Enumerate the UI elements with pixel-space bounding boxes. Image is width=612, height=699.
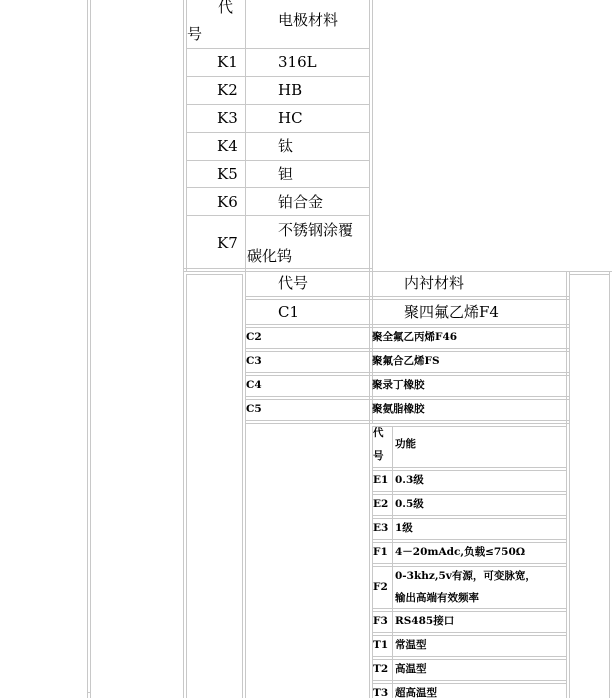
function-text: 0.3级 [395,474,424,486]
electrode-header-code-line2: 号 [187,25,203,43]
function-header-code-line2: 号 [373,450,384,462]
function-code: E2 [373,498,389,510]
electrode-material: 钛 [278,137,294,155]
electrode-material: HB [278,81,303,99]
lining-code: C1 [278,303,300,321]
electrode-code: K3 [217,109,238,127]
electrode-material-line1: 不锈钢涂覆 [278,221,354,239]
function-header-code-line1: 代 [373,427,384,439]
lining-code: C5 [246,403,262,415]
outer-frame-line [90,0,91,698]
lining-material: 聚全氟乙丙烯F46 [372,331,458,343]
function-code: F1 [373,546,388,558]
electrode-material-line2: 碳化钨 [247,247,293,265]
outer-frame-line [88,692,91,693]
electrode-material: 316L [278,53,317,71]
function-code: T3 [373,687,389,699]
electrode-code: K4 [217,137,238,155]
electrode-code: K1 [217,53,238,71]
function-code: F2 [373,581,388,593]
lining-material: 聚录丁橡胶 [372,379,425,391]
electrode-material: 钽 [278,165,294,183]
electrode-material: HC [278,109,303,127]
lining-code: C2 [246,331,262,343]
function-text: 4－20mAdc,负载≤750Ω [395,546,526,558]
function-text-line2: 输出高端有效频率 [395,592,479,604]
function-text: 常温型 [395,639,427,651]
function-code: T1 [373,639,389,651]
lining-header-code: 代号 [278,274,309,292]
function-code: T2 [373,663,389,675]
electrode-material: 铂合金 [278,193,324,211]
electrode-code: K7 [217,234,238,252]
electrode-code: K5 [217,165,238,183]
function-code: E3 [373,522,389,534]
outer-frame-line [87,0,88,698]
function-text: 高温型 [395,663,427,675]
function-code: E1 [373,474,389,486]
lining-material: 聚四氟乙烯F4 [404,303,499,321]
function-text: 1级 [395,522,413,534]
electrode-code: K2 [217,81,238,99]
lining-material: 聚氟合乙烯FS [372,355,440,367]
function-text: RS485接口 [395,615,455,627]
lining-material: 聚氨脂橡胶 [372,403,425,415]
electrode-header-material: 电极材料 [278,11,339,29]
lining-header-material: 内衬材料 [404,274,465,292]
function-text-line1: 0-3khz,5v有源，可变脉宽， [395,570,536,582]
function-header-function: 功能 [395,438,416,450]
function-code: F3 [373,615,388,627]
function-text: 超高温型 [395,687,437,699]
lining-code: C4 [246,379,262,391]
electrode-code: K6 [217,193,238,211]
lining-code: C3 [246,355,262,367]
function-text: 0.5级 [395,498,424,510]
electrode-header-code-line1: 代 [218,0,234,16]
